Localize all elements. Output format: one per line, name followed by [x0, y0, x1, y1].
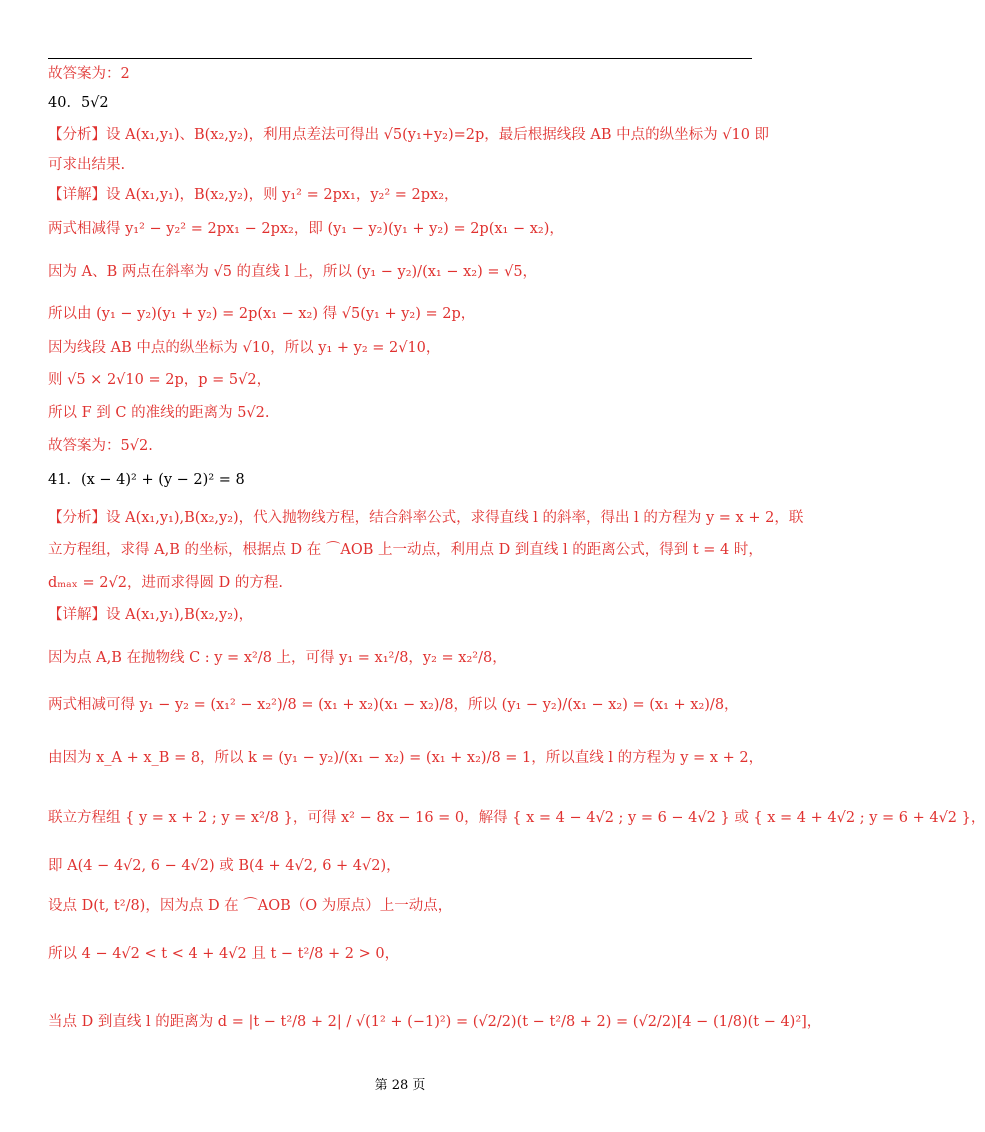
detail-41-3: 两式相减可得 y₁ − y₂ = (x₁² − x₂²)/8 = (x₁ + x₂)(x₁ − x₂)/8，所以 (y₁ − y₂)/(x₁ − x₂) = (x₁ + x₂)/8， — [48, 697, 739, 713]
detail-40-8: 故答案为：5√2. — [48, 438, 153, 454]
detail-40-3: 因为 A、B 两点在斜率为 √5 的直线 l 上，所以 (y₁ − y₂)/(x₁ − x₂) = √5， — [48, 264, 538, 280]
detail-41-1 — [48, 605, 253, 625]
detail-40-6: 则 √5 × 2√10 = 2p，p = 5√2， — [48, 372, 272, 388]
detail-41-7: 设点 D(t, t²/8)，因为点 D 在 ⌒AOB（O 为原点）上一动点， — [48, 898, 453, 914]
analysis-text: 设 A(x₁,y₁),B(x₂,y₂)，代入抛物线方程，结合斜率公式，求得直线 l 的斜率，得出 l 的方程为 y = x + 2，联 — [106, 510, 804, 526]
analysis-41 — [48, 508, 803, 528]
detail-41-8: 所以 4 − 4√2 < t < 4 + 4√2 且 t − t²/8 + 2 > 0， — [48, 946, 400, 962]
detail-41-9: 当点 D 到直线 l 的距离为 d = |t − t²/8 + 2| / √(1² + (−1)²) = (√2/2)(t − t²/8 + 2) = (√2/2)[4 − (1/8)(t − 4)²]， — [48, 1014, 822, 1030]
detail-40-1 — [48, 185, 459, 205]
page-number: 第 28 页 — [374, 1078, 426, 1093]
answer-39: 故答案为：2 — [48, 66, 130, 82]
detail-41-4: 由因为 x_A + x_B = 8，所以 k = (y₁ − y₂)/(x₁ − x₂) = (x₁ + x₂)/8 = 1，所以直线 l 的方程为 y = x + 2， — [48, 750, 764, 766]
detail-41-6: 即 A(4 − 4√2, 6 − 4√2) 或 B(4 + 4√2, 6 + 4√2)， — [48, 858, 401, 874]
analysis-41-cont1: 立方程组，求得 A,B 的坐标，根据点 D 在 ⌒AOB 上一动点，利用点 D 到直线 l 的距离公式，得到 t = 4 时， — [48, 542, 763, 558]
detail-40-5: 因为线段 AB 中点的纵坐标为 √10，所以 y₁ + y₂ = 2√10， — [48, 340, 441, 356]
detail-41-5: 联立方程组 { y = x + 2 ; y = x²/8 }，可得 x² − 8x − 16 = 0，解得 { x = 4 − 4√2 ; y = 6 − 4√2 } 或 { x = 4 + 4√2 ; y = 6 + 4√2 }， — [48, 810, 985, 826]
detail-41-2: 因为点 A,B 在抛物线 C : y = x²/8 上，可得 y₁ = x₁²/8，y₂ = x₂²/8， — [48, 650, 507, 666]
header-rule — [48, 58, 752, 59]
analysis-41-cont2: dₘₐₓ = 2√2，进而求得圆 D 的方程. — [48, 575, 283, 591]
detail-text: 设 A(x₁,y₁)，B(x₂,y₂)，则 y₁² = 2px₁，y₂² = 2px₂， — [106, 187, 459, 203]
analysis-40 — [48, 125, 769, 145]
detail-40-2: 两式相减得 y₁² − y₂² = 2px₁ − 2px₂，即 (y₁ − y₂)(y₁ + y₂) = 2p(x₁ − x₂)， — [48, 221, 564, 237]
detail-tag: 【详解】 — [48, 187, 106, 203]
analysis-40-cont: 可求出结果. — [48, 157, 126, 173]
problem-40-answer: 40．5√2 — [48, 95, 109, 111]
problem-41-answer: 41．(x − 4)² + (y − 2)² = 8 — [48, 472, 245, 488]
analysis-tag: 【分析】 — [48, 510, 106, 526]
analysis-tag: 【分析】 — [48, 127, 106, 143]
analysis-text: 设 A(x₁,y₁)、B(x₂,y₂)，利用点差法可得出 √5(y₁+y₂)=2p，最后根据线段 AB 中点的纵坐标为 √10 即 — [106, 127, 770, 143]
detail-40-7: 所以 F 到 C 的准线的距离为 5√2. — [48, 405, 270, 421]
detail-text: 设 A(x₁,y₁),B(x₂,y₂)， — [106, 607, 254, 623]
detail-tag: 【详解】 — [48, 607, 106, 623]
detail-40-4: 所以由 (y₁ − y₂)(y₁ + y₂) = 2p(x₁ − x₂) 得 √5(y₁ + y₂) = 2p， — [48, 306, 476, 322]
